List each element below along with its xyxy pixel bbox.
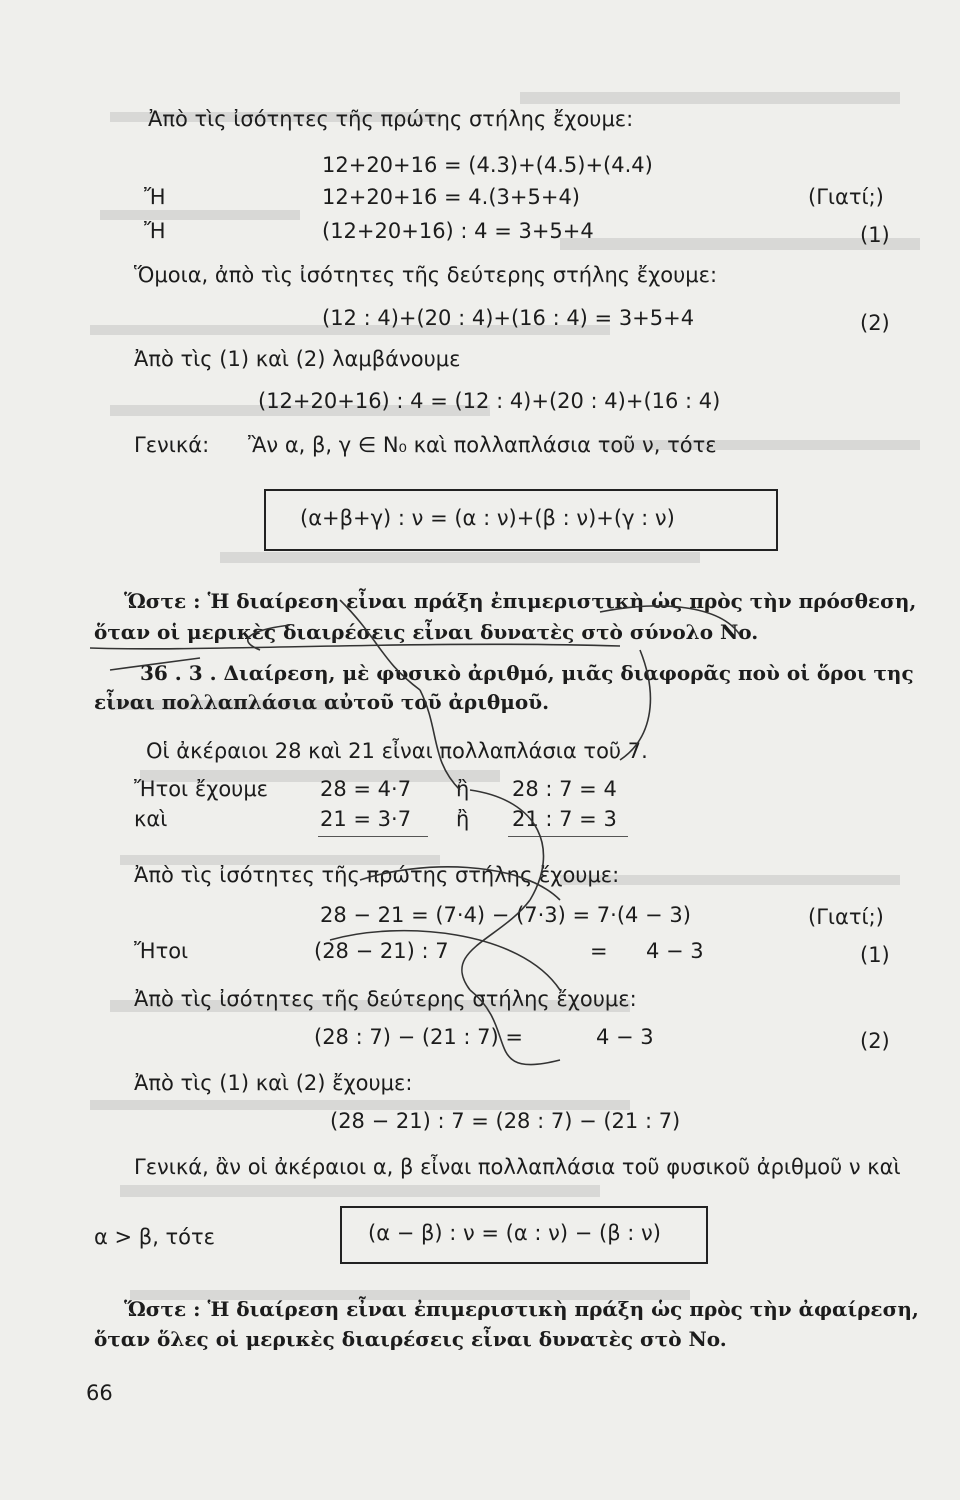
underline-rule — [318, 836, 428, 837]
text-line: Ἤ — [144, 185, 166, 209]
text-line: Ἤτοι ἔχουμε — [134, 777, 269, 801]
conclusion-line: Ὥστε : Ἡ διαίρεση εἶναι ἐπιμεριστικὴ πράξη ὡς πρὸς τὴν ἀφαίρεση, — [124, 1297, 919, 1321]
text-line: Ὅμοια, ἀπὸ τὶς ἰσότητες τῆς δεύτερης στήλης ἔχουμε: — [134, 263, 718, 287]
text-line: Οἱ ἀκέραιοι 28 καὶ 21 εἶναι πολλαπλάσια τοῦ 7. — [146, 739, 648, 763]
equation: 28 = 4·7 — [320, 777, 412, 801]
question-note: (Γιατί;) — [808, 905, 884, 929]
equation: (28 − 21) : 7 = (28 : 7) − (21 : 7) — [330, 1109, 681, 1133]
equation: (12+20+16) : 4 = 3+5+4 — [322, 219, 594, 243]
text-line: Ἀπὸ τὶς ἰσότητες τῆς πρώτης στήλης ἔχουμε: — [134, 863, 620, 887]
equation: (12 : 4)+(20 : 4)+(16 : 4) = 3+5+4 — [322, 306, 695, 330]
equation-number: (1) — [860, 223, 890, 247]
conclusion-line: Ὥστε : Ἡ διαίρεση εἶναι πράξη ἐπιμεριστικὴ ὡς πρὸς τὴν πρόσθεση, — [124, 589, 917, 613]
text-line: Ἀπὸ τὶς (1) καὶ (2) λαμβάνουμε — [134, 347, 461, 371]
boxed-formula: (α+β+γ) : ν = (α : ν)+(β : ν)+(γ : ν) — [300, 506, 675, 530]
equation: 28 : 7 = 4 — [512, 777, 617, 801]
boxed-formula: (α − β) : ν = (α : ν) − (β : ν) — [368, 1221, 661, 1245]
equation: = — [590, 939, 608, 963]
text-line: Γενικά: — [134, 433, 210, 457]
text-line: Ἀπὸ τὶς (1) καὶ (2) ἔχουμε: — [134, 1071, 413, 1095]
text-line: Ἤ — [144, 219, 166, 243]
equation: 12+20+16 = (4.3)+(4.5)+(4.4) — [322, 153, 653, 177]
conclusion-line: ὅταν ὅλες οἱ μερικὲς διαιρέσεις εἶναι δυνατὲς στὸ No. — [94, 1327, 727, 1351]
text-line: Ἂν α, β, γ ∈ N₀ καὶ πολλαπλάσια τοῦ ν, τότε — [248, 433, 717, 457]
equation: 21 = 3·7 — [320, 807, 412, 831]
text-line: καὶ — [134, 807, 168, 831]
text-line: α > β, τότε — [94, 1225, 216, 1249]
equation: 12+20+16 = 4.(3+5+4) — [322, 185, 580, 209]
text-line: Ἀπὸ τὶς ἰσότητες τῆς πρώτης στήλης ἔχουμε: — [148, 107, 634, 131]
section-heading: εἶναι πολλαπλάσια αὐτοῦ τοῦ ἀριθμοῦ. — [94, 690, 550, 714]
equation-number: (2) — [860, 311, 890, 335]
text-line: Γενικά, ἂν οἱ ἀκέραιοι α, β εἶναι πολλαπλάσια τοῦ φυσικοῦ ἀριθμοῦ ν καὶ — [134, 1155, 901, 1179]
underline-rule — [508, 836, 628, 837]
text-line: Ἤτοι — [134, 939, 189, 963]
section-heading: 36 . 3 . Διαίρεση, μὲ φυσικὸ ἀριθμό, μιᾶς διαφορᾶς ποὺ οἱ ὅροι της — [140, 661, 914, 685]
conclusion-line: ὅταν οἱ μερικὲς διαιρέσεις εἶναι δυνατὲς στὸ σύνολο No. — [94, 620, 759, 644]
question-note: (Γιατί;) — [808, 185, 884, 209]
equation: (28 : 7) − (21 : 7) = — [314, 1025, 524, 1049]
text-line: ἢ — [456, 807, 470, 831]
equation-number: (2) — [860, 1029, 890, 1053]
equation: 4 − 3 — [596, 1025, 654, 1049]
equation-number: (1) — [860, 943, 890, 967]
equation: 28 − 21 = (7·4) − (7·3) = 7·(4 − 3) — [320, 903, 691, 927]
formula-box — [340, 1206, 708, 1264]
text-line: Ἀπὸ τὶς ἰσότητες τῆς δεύτερης στήλης ἔχουμε: — [134, 987, 637, 1011]
formula-box — [264, 489, 778, 551]
equation: 4 − 3 — [646, 939, 704, 963]
equation: (28 − 21) : 7 — [314, 939, 449, 963]
equation: (12+20+16) : 4 = (12 : 4)+(20 : 4)+(16 : 4) — [258, 389, 721, 413]
page-number: 66 — [86, 1381, 113, 1405]
equation: 21 : 7 = 3 — [512, 807, 617, 831]
text-line: ἢ — [456, 777, 470, 801]
